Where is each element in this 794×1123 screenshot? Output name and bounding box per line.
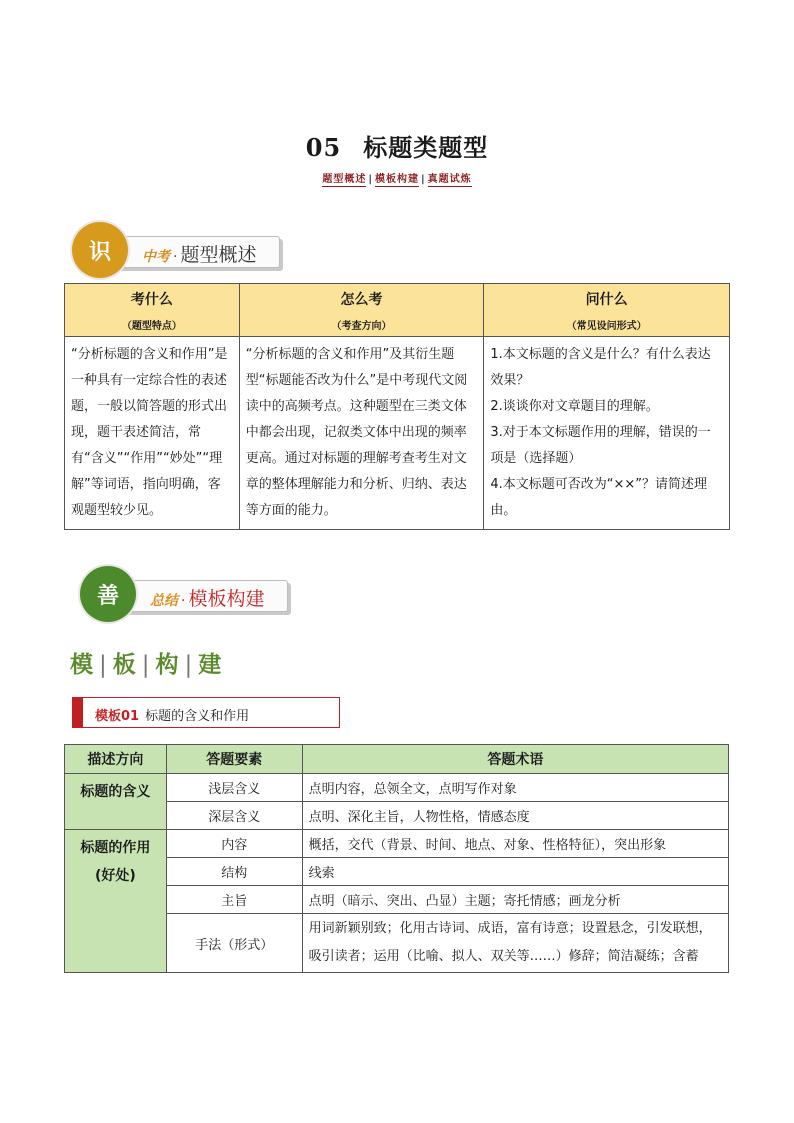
banner-prefix: 中考 [142,249,170,265]
banner-label: 模板构建 [188,588,265,610]
element-cell: 主旨 [166,886,302,914]
table-row [65,774,729,802]
group-cell: 标题的作用 (好处) [65,830,167,973]
question-cell [484,337,730,530]
terms-cell: 点明内容，总领全文，点明写作对象 [302,774,728,802]
template-marker [73,698,83,727]
banner-glyph-circle: 善 [80,566,136,622]
element-cell: 结构 [166,858,302,886]
element-cell: 内容 [166,830,302,858]
question-item: 2.谈谈你对文章题目的理解。 [490,399,659,414]
section-heading: 模 | 板 | 构 | 建 [70,652,224,678]
col-header: 描述方向 [65,745,167,774]
table-row [65,830,729,858]
terms-cell: 用词新颖别致；化用古诗词、成语，富有诗意；设置悬念，引发联想，吸引读者；运用（比喻、拟人、双关等……）修辞；简洁凝练；含蓄 [302,914,728,973]
subnav: 题型概述 | 模板构建 | 真题试炼 [322,174,472,185]
banner-overview [72,222,312,282]
col-header: 问什么 （常见设问形式） [484,284,730,337]
terms-cell: 概括，交代（背景、时间、地点、对象、性格特征），突出形象 [302,830,728,858]
template-heading [72,697,340,728]
template-code: 模板01 [95,709,140,724]
terms-cell: 线索 [302,858,728,886]
banner-dot: · [181,593,186,609]
subnav-item[interactable]: 模板构建 [375,174,419,185]
template-title: 标题的含义和作用 [145,709,250,724]
banner-label: 题型概述 [180,244,257,266]
question-item: 1.本文标题的含义是什么？有什么表达效果？ [490,347,711,388]
col-header: 考什么 （题型特点） [65,284,240,337]
feature-cell: “分析标题的含义和作用”是一种具有一定综合性的表述题，一般以简答题的形式出现，题干表述简洁，常有“含义”“作用”“妙处”“理解”等词语，指向明确，客观题型较少见。 [65,337,240,530]
banner-prefix: 总结 [150,593,178,609]
terms-cell: 点明（暗示、突出、凸显）主题；寄托情感；画龙分析 [302,886,728,914]
page-title [0,128,794,163]
banner-text [142,240,256,267]
banner-dot: · [173,249,178,265]
subnav-item[interactable]: 题型概述 [322,174,367,185]
element-cell: 深层含义 [166,802,302,830]
banner-template [80,566,320,626]
overview-table [64,283,730,530]
question-item: 4.本文标题可否改为“××”？请简述理由。 [490,477,708,518]
group-cell: 标题的含义 [65,774,167,830]
title-number: 05 [305,133,342,162]
direction-cell: “分析标题的含义和作用”及其衍生题型“标题能否改为什么”是中考现代文阅读中的高频考点。这种题型在三类文体中都会出现，记叙类文体中出现的频率更高。通过对标题的理解考查考生对文章的整体理解能力和分析、归纳、表达等方面的能力。 [239,337,484,530]
question-item: 3.对于本文标题作用的理解，错误的一项是（选择题） [490,425,711,466]
banner-text [150,584,264,611]
subnav-item[interactable]: 真题试炼 [427,174,472,185]
banner-glyph-circle: 识 [72,222,128,278]
col-header: 答题术语 [302,745,728,774]
terms-cell: 点明、深化主旨，人物性格，情感态度 [302,802,728,830]
element-cell: 浅层含义 [166,774,302,802]
col-header: 答题要素 [166,745,302,774]
col-header: 怎么考 （考查方向） [239,284,484,337]
title-text: 标题类题型 [363,133,489,162]
element-cell: 手法（形式） [166,914,302,973]
template-table [64,744,729,973]
